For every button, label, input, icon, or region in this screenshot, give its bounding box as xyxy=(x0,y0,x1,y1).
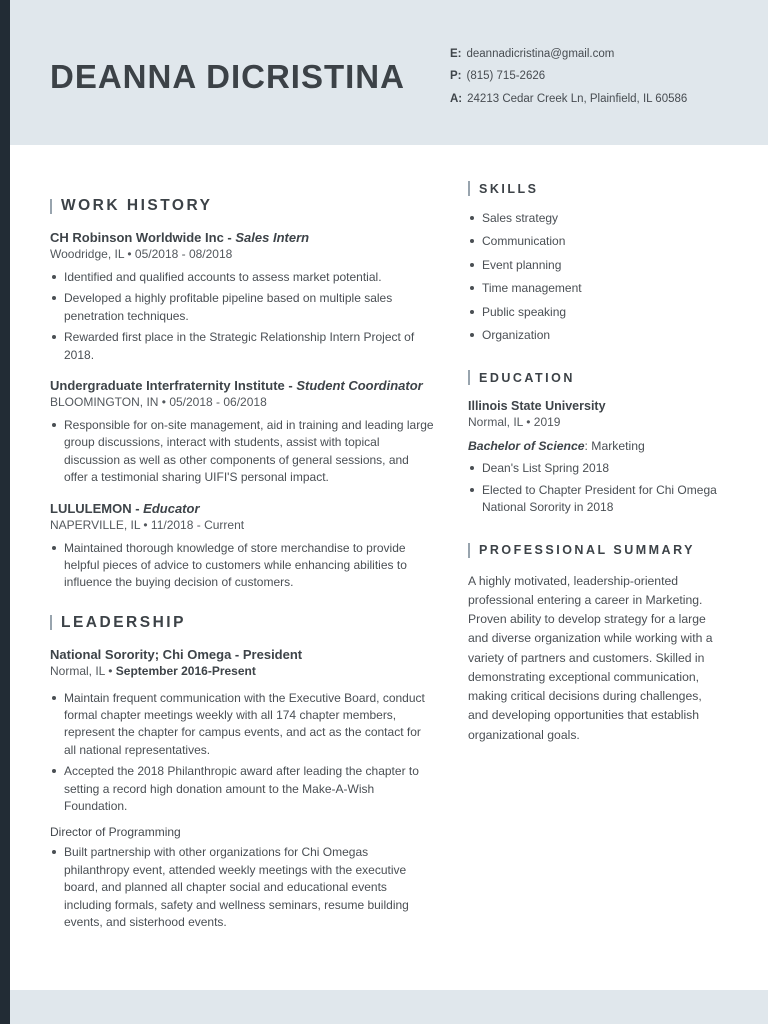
job-title xyxy=(50,378,434,393)
heading-bar xyxy=(50,199,52,214)
contact-row xyxy=(450,65,722,87)
job-bullet: Identified and qualified accounts to assess market potential. xyxy=(50,269,434,286)
leadership-dates: September 2016-Present xyxy=(115,663,256,678)
summary-section xyxy=(468,543,720,745)
leadership-subrole: Director of Programming xyxy=(50,825,181,840)
person-name: DEANNA DICRISTINA xyxy=(50,57,405,95)
leadership-section xyxy=(50,614,434,932)
skills-list xyxy=(468,210,720,344)
job-role: Student Coordinator xyxy=(296,377,423,393)
leadership-role: President xyxy=(242,646,303,662)
job-separator: - xyxy=(223,230,236,245)
job-separator: - xyxy=(131,500,144,516)
leadership-heading xyxy=(50,614,434,632)
right-column xyxy=(468,181,720,935)
leadership-separator: - xyxy=(231,646,243,662)
education-bullet: Elected to Chapter President for Chi Omega National Sorority in 2018 xyxy=(468,482,720,517)
heading-bar xyxy=(468,543,470,558)
education-degree-separator: : xyxy=(584,439,592,454)
left-accent-bar xyxy=(0,0,10,1024)
leadership-org: National Sorority; Chi Omega xyxy=(50,646,232,662)
job-title xyxy=(50,230,434,245)
leadership-location: Normal, IL • xyxy=(50,663,116,678)
leadership-bullet-list xyxy=(50,690,434,816)
contact-label: A: xyxy=(450,92,463,105)
work-history-heading xyxy=(50,197,434,215)
heading-bar xyxy=(468,370,470,385)
contact-value: deannadicristina@gmail.com xyxy=(466,47,615,60)
left-column xyxy=(50,197,434,935)
education-school: Illinois State University xyxy=(468,399,606,414)
education-degree: Bachelor of Science xyxy=(468,439,585,454)
skills-title: SKILLS xyxy=(479,181,539,196)
heading-bar xyxy=(50,615,52,630)
work-history-title: WORK HISTORY xyxy=(61,197,213,214)
summary-title: PROFESSIONAL SUMMARY xyxy=(479,543,695,558)
job-bullet-list xyxy=(50,269,434,364)
heading-bar xyxy=(468,181,470,196)
job-role: Sales Intern xyxy=(235,230,310,245)
footer-band xyxy=(0,990,768,1024)
education-major: Marketing xyxy=(591,439,645,454)
job-entry xyxy=(50,501,434,592)
contact-label: P: xyxy=(450,70,462,83)
education-bullet-list xyxy=(468,460,720,516)
leadership-subrole-bullet: Built partnership with other organizations for Chi Omegas philanthropy event, attended weekly meetings with the executive board, and planned all chapter social and educational events including formals, safety and wellness seminars, resume building events, and sisterhood events. xyxy=(50,844,434,931)
skills-heading xyxy=(468,181,720,196)
job-separator: - xyxy=(284,377,297,393)
leadership-subrole-bullet-list xyxy=(50,844,434,931)
header-band xyxy=(0,0,768,145)
job-meta: BLOOMINGTON, IN • 05/2018 - 06/2018 xyxy=(50,394,267,409)
job-company: LULULEMON xyxy=(50,500,132,516)
job-bullet-list xyxy=(50,540,434,592)
skills-section xyxy=(468,181,720,344)
leadership-bullet: Accepted the 2018 Philanthropic award after leading the chapter to setting a record high donation amount to the Make-A-Wish Foundation. xyxy=(50,763,434,815)
skill-item: Event planning xyxy=(468,257,720,274)
leadership-bullet: Maintain frequent communication with the Executive Board, conduct formal chapter meetings weekly with all 174 chapter members, represent the chapter for campus events, and act as the contact for all national representatives. xyxy=(50,690,434,760)
leadership-role-title xyxy=(50,647,434,662)
job-entry xyxy=(50,230,434,364)
contact-row xyxy=(450,43,722,65)
job-bullet: Developed a highly profitable pipeline based on multiple sales penetration techniques. xyxy=(50,290,434,325)
summary-heading xyxy=(468,543,720,558)
work-history-section xyxy=(50,197,434,592)
education-heading xyxy=(468,370,720,385)
job-bullet: Rewarded first place in the Strategic Relationship Intern Project of 2018. xyxy=(50,329,434,364)
job-role: Educator xyxy=(143,500,200,516)
contact-block xyxy=(450,43,722,110)
resume-body xyxy=(0,145,768,935)
contact-value: 24213 Cedar Creek Ln, Plainfield, IL 60586 xyxy=(467,92,688,105)
skill-item: Communication xyxy=(468,233,720,250)
education-meta: Normal, IL • 2019 xyxy=(468,415,561,430)
contact-label: E: xyxy=(450,47,462,60)
job-entry xyxy=(50,378,434,487)
summary-paragraph: A highly motivated, leadership-oriented professional entering a career in Marketing. Proven ability to develop strategy for a large and diverse organization while working with a variety of partners and customers. Skilled in demonstrating exceptional communication, making critical decisions during challenges, and developing opportunities that establish organizational goals. xyxy=(468,573,713,742)
skill-item: Sales strategy xyxy=(468,210,720,227)
leadership-title: LEADERSHIP xyxy=(61,613,186,631)
contact-value: (815) 715-2626 xyxy=(466,70,546,83)
job-bullet: Maintained thorough knowledge of store merchandise to provide helpful pieces of advice to customers while enhancing abilities to influence the buying decision of customers. xyxy=(50,540,434,592)
job-company: Undergraduate Interfraternity Institute xyxy=(50,377,285,393)
skill-item: Time management xyxy=(468,280,720,297)
job-title xyxy=(50,501,434,516)
education-degree-line xyxy=(468,439,720,453)
leadership-meta xyxy=(50,664,434,678)
skill-item: Public speaking xyxy=(468,304,720,321)
job-bullet-list xyxy=(50,417,434,487)
job-meta: Woodridge, IL • 05/2018 - 08/2018 xyxy=(50,247,233,261)
education-title: EDUCATION xyxy=(479,370,575,385)
job-company: CH Robinson Worldwide Inc xyxy=(50,230,224,245)
skill-item: Organization xyxy=(468,327,720,344)
job-meta: NAPERVILLE, IL • 11/2018 - Current xyxy=(50,517,245,532)
education-bullet: Dean's List Spring 2018 xyxy=(468,460,720,477)
job-bullet: Responsible for on-site management, aid in training and leading large group discussions, interact with students, assist with topical discussion as well as other components of general sessions, and offer a testimonial sharing UIFI'S personal impact. xyxy=(50,417,434,487)
education-section xyxy=(468,370,720,516)
contact-row xyxy=(450,88,722,110)
